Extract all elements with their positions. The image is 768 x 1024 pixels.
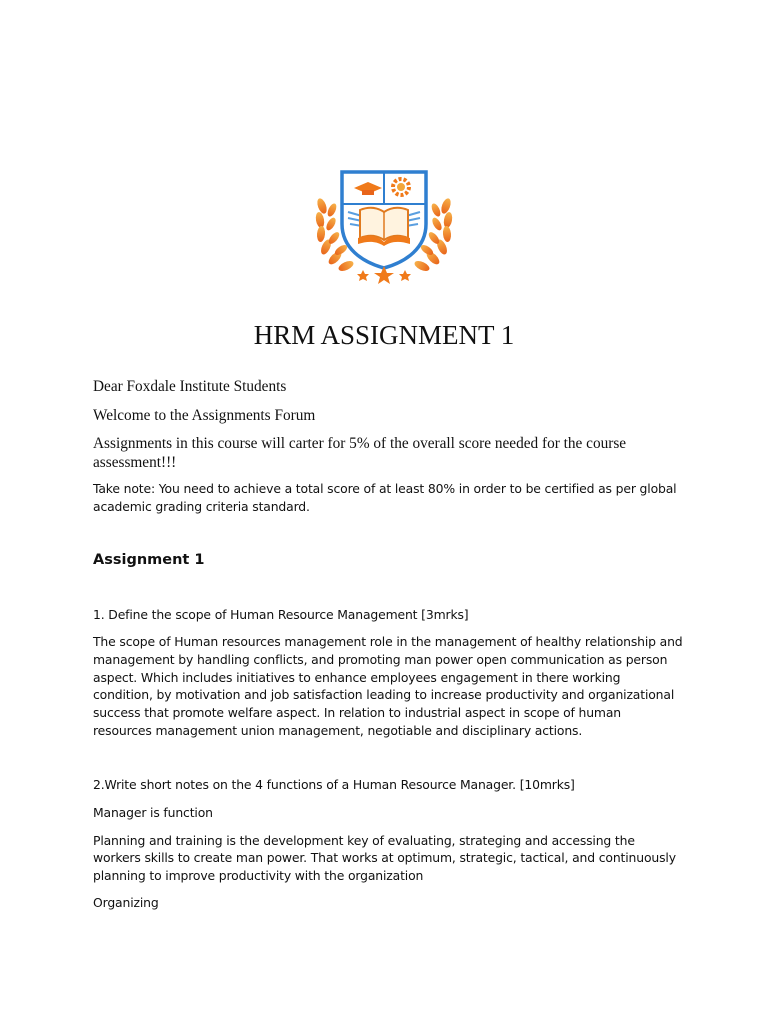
institute-crest-icon	[308, 166, 460, 290]
sub-heading-manager-function: Manager is function	[93, 805, 213, 821]
welcome-line: Welcome to the Assignments Forum	[93, 407, 316, 424]
section-heading: Assignment 1	[93, 552, 205, 569]
greeting-line: Dear Foxdale Institute Students	[93, 378, 287, 395]
document-body	[93, 377, 683, 912]
answer-1: The scope of Human resources management role in the management of healthy relationship and management by handling conflicts, and promoting man power open communication as person aspect. Which includes initiatives to enhance employees engagement in there working condition, by motivation and job satisfaction leading to increase productivity and organizational success that promote welfare aspect. In relation to industrial aspect in scope of human resources management union management, negotiable and disciplinary actions.	[93, 634, 683, 738]
question-2: 2.Write short notes on the 4 functions of a Human Resource Manager. [10mrks]	[93, 777, 575, 793]
weight-note: Assignments in this course will carter for 5% of the overall score needed for the course assessment!!!	[93, 435, 627, 471]
organizing-heading: Organizing	[93, 894, 159, 910]
question-1: 1. Define the scope of Human Resource Management [3mrks]	[93, 607, 469, 623]
document-title: HRM ASSIGNMENT 1	[253, 320, 515, 350]
take-note-paragraph: Take note: You need to achieve a total score of at least 80% in order to be certified as per global academic grading criteria standard.	[93, 481, 677, 514]
planning-paragraph: Planning and training is the development key of evaluating, strateging and accessing the workers skills to create man power. That works at optimum, strategic, tactical, and continuously planning to improve productivity with the organization	[93, 832, 676, 884]
